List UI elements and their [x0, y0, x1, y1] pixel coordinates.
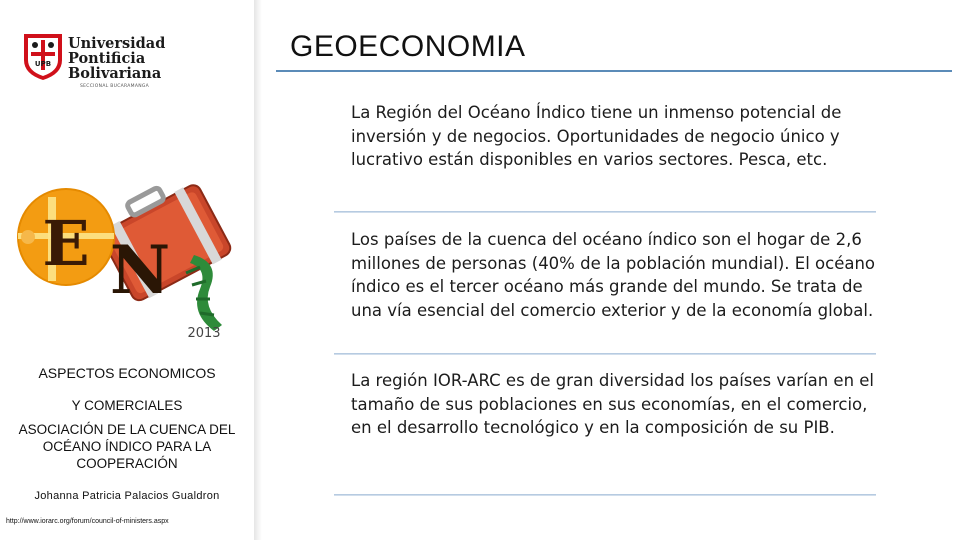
panel-divider — [254, 0, 262, 540]
slide-title: GEOECONOMIA — [290, 30, 526, 63]
university-name-line2: Pontificia — [68, 50, 146, 67]
university-name — [68, 36, 165, 81]
paragraph-separator — [334, 211, 876, 213]
content-paragraph-3: La región IOR-ARC es de gran diversidad los países varían en el tamaño de sus poblaciones en sus economías, en el comercio, en el desarrollo tecnológico y en la composición de su PIB. — [351, 371, 875, 437]
business-emblem-illustration — [14, 175, 236, 345]
author-name: Johanna Patricia Palacios Gualdron — [34, 490, 220, 502]
university-name-line1: Universidad — [68, 35, 166, 52]
university-name-line3: Bolivariana — [68, 65, 162, 82]
paragraph-separator — [334, 494, 876, 496]
university-logo — [20, 30, 180, 92]
emblem-letter-n: N — [109, 231, 171, 309]
emblem-year: 2013 — [187, 326, 221, 341]
paragraph-separator — [334, 353, 876, 355]
left-panel — [0, 0, 254, 540]
title-underline — [276, 70, 952, 72]
university-campus: SECCIONAL BUCARAMANGA — [80, 84, 150, 89]
source-url[interactable]: http://www.iorarc.org/forum/council-of-ministers.aspx — [6, 518, 169, 525]
aspects-heading-line2: Y COMERCIALES — [71, 398, 183, 413]
emblem-letter-e: E — [42, 207, 90, 280]
shield-text: UPB — [34, 60, 52, 68]
organization-name: ASOCIACIÓN DE LA CUENCA DEL OCÉANO ÍNDICO PARA LA COOPERACIÓN — [18, 422, 236, 471]
content-paragraph-1: La Región del Océano Índico tiene un inmenso potencial de inversión y de negocios. Oportunidades de negocio único y lucrativo están disponibles en varios sectores. Pesca, etc. — [351, 103, 842, 169]
university-shield-icon — [20, 30, 66, 82]
aspects-heading-line1: ASPECTOS ECONOMICOS — [38, 365, 216, 381]
content-paragraph-2: Los países de la cuenca del océano índico son el hogar de 2,6 millones de personas (40% de la población mundial). El océano índico es el tercer océano más grande del mundo. Se trata de una vía esencial del comercio exterior y de la economía global. — [351, 230, 876, 320]
